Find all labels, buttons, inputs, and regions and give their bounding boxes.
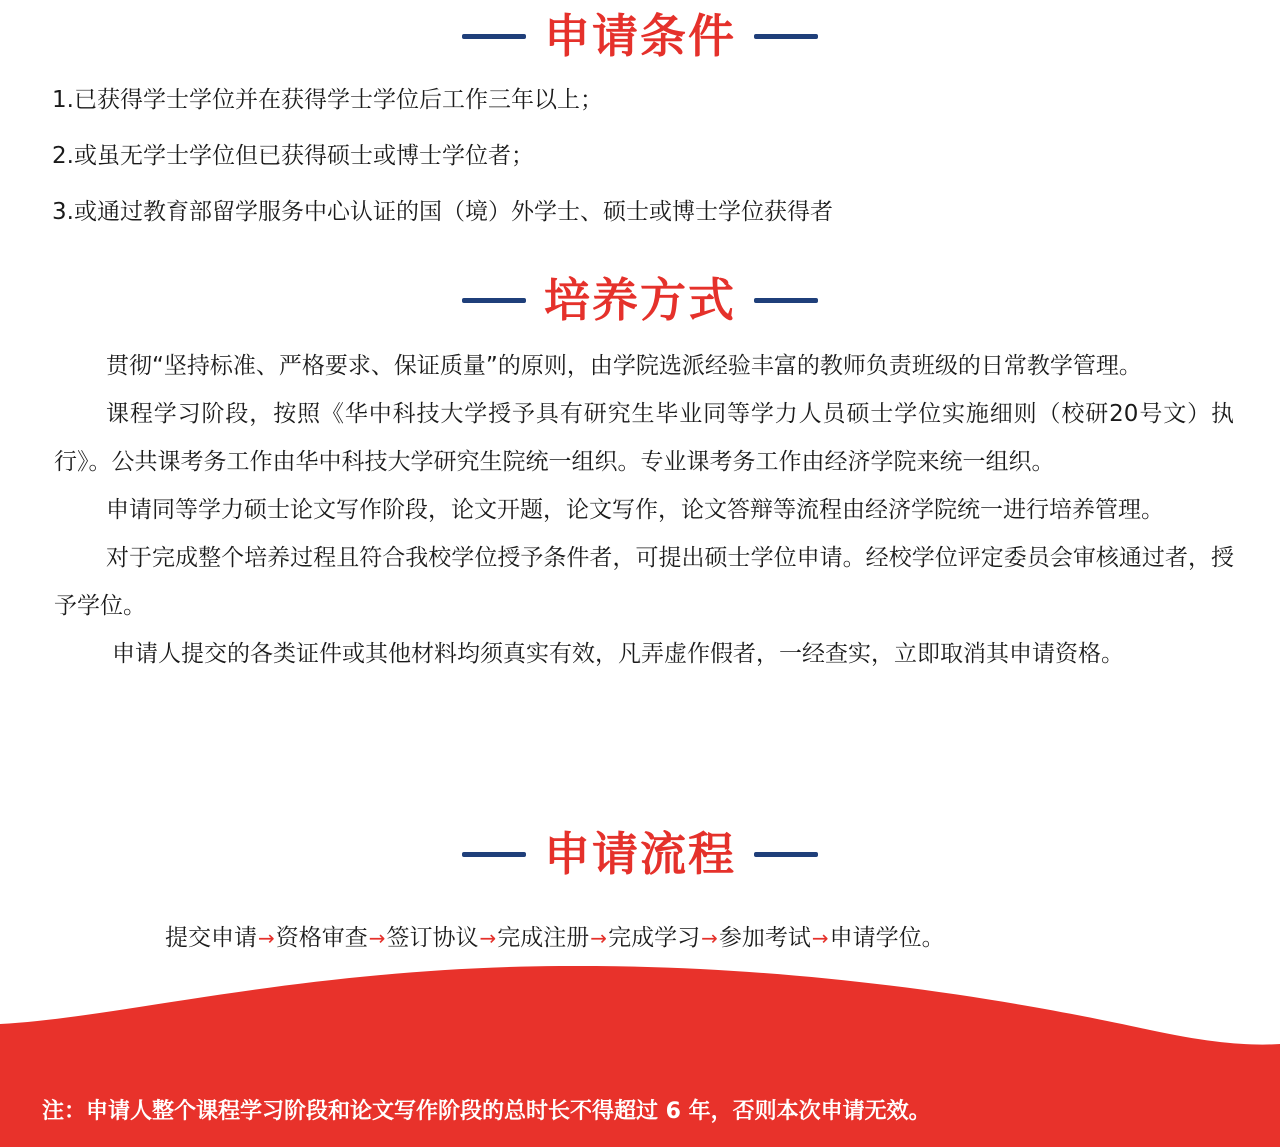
process-step: 完成学习 [608,925,701,951]
section-title-conditions: 申请条件 [544,9,736,63]
training-paragraph: 申请同等学力硕士论文写作阶段，论文开题，论文写作，论文答辩等流程由经济学院统一进行培养管理。 [106,497,1164,523]
right-arrow-icon: → [258,926,275,950]
heading-line-left [462,34,526,39]
right-arrow-icon: → [590,926,608,950]
heading-line-left [462,298,526,303]
conditions-list [52,84,833,252]
training-paragraph: 申请人提交的各类证件或其他材料均须真实有效，凡弄虚作假者，一经查实，立即取消其申请资格。 [112,641,1124,667]
process-step: 提交申请 [165,925,257,951]
right-arrow-icon: → [701,926,718,950]
section-heading-process [0,826,1280,882]
condition-item: 3.或通过教育部留学服务中心认证的国（境）外学士、硕士或博士学位获得者 [52,199,833,225]
training-paragraph: 课程学习阶段，按照《华中科技大学授予具有研究生毕业同等学力人员硕士学位实施细则（校研20号文）执行》。公共课考务工作由华中科技大学研究生院统一组织。专业课考务工作由经济学院来统一组织。 [54,401,1234,475]
section-title-training: 培养方式 [544,273,736,327]
process-step: 签订协议 [386,925,479,951]
heading-line-right [754,852,818,857]
process-step: 资格审查 [275,925,368,951]
training-paragraphs [54,342,1234,678]
section-heading-conditions [0,8,1280,64]
condition-item: 2.或虽无学士学位但已获得硕士或博士学位者； [52,143,534,169]
process-step: 申请学位。 [829,925,945,951]
section-title-process: 申请流程 [544,827,736,881]
heading-line-left [462,852,526,857]
heading-line-right [754,34,818,39]
condition-item: 1.已获得学士学位并在获得学士学位后工作三年以上； [52,87,603,113]
process-flow [165,918,945,958]
footer-note: 注：申请人整个课程学习阶段和论文写作阶段的总时长不得超过 6 年，否则本次申请无效。 [42,1099,931,1124]
right-arrow-icon: → [368,926,386,950]
heading-line-right [754,298,818,303]
right-arrow-icon: → [479,926,497,950]
training-paragraph: 贯彻“坚持标准、严格要求、保证质量”的原则，由学院选派经验丰富的教师负责班级的日常教学管理。 [106,353,1142,379]
section-heading-training [0,272,1280,328]
right-arrow-icon: → [811,926,829,950]
process-step: 完成注册 [497,925,590,951]
process-step: 参加考试 [718,925,811,951]
training-paragraph: 对于完成整个培养过程且符合我校学位授予条件者，可提出硕士学位申请。经校学位评定委员会审核通过者，授予学位。 [54,545,1234,619]
